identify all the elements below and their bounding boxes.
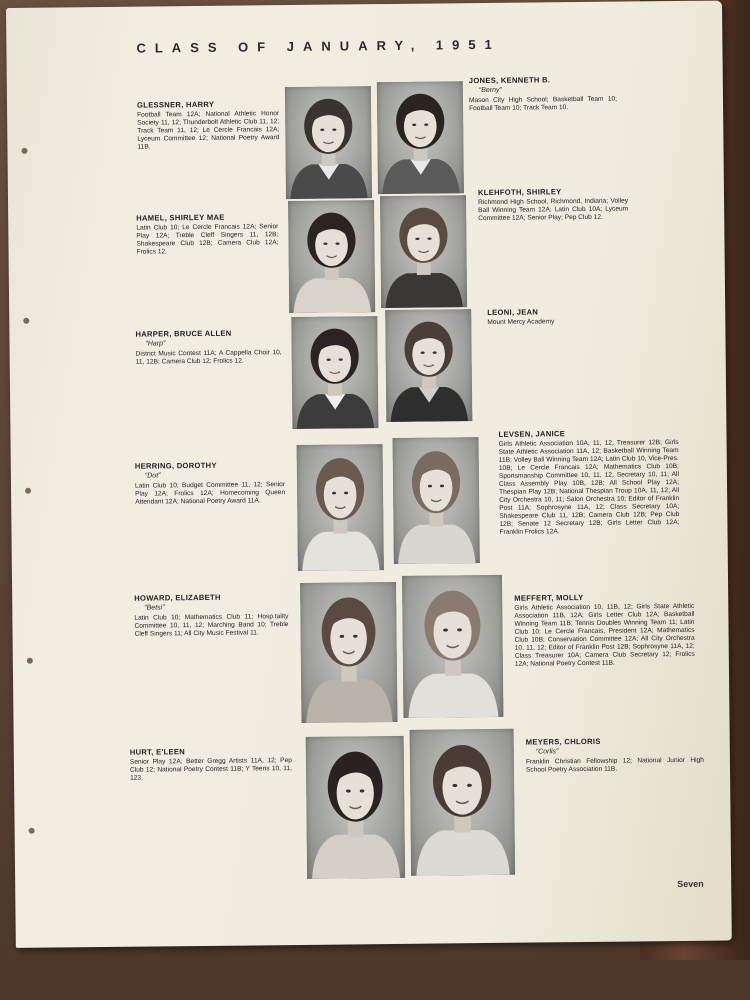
portrait-photo <box>410 729 516 876</box>
student-activities: Girls Athletic Association 10, 11B, 12; Girls State Athletic Association 11B, 12A; Girls Letter Club 12A; Basketball Winning Team 11B; Tennis Doubles Winning Team 11; Latin Club 10; Le Cercle Francais, President 12A; Mathematics Club 10B; Conservation Committee 12A; All City Orchestra 10, 11, 12; Editor of Franklin Post 12B; Sophrosyne 11A, 12; Class Treasurer 10A; Camera Club Secretary 12; Frolics 12A; National Poetry Contest 11B. <box>514 602 695 668</box>
student-name: HARPER, BRUCE ALLEN <box>135 328 232 339</box>
portrait-photo <box>285 86 372 199</box>
student-activities: Girls Athletic Association 10A, 11, 12, Treasurer 12B; Girls State Athletic Association 11A, 12; Basketball Winning Team 11B; Volley Ball Winning Team 12A; Latin Club 10, Vice-Pres. 10B; Le Cercle Francais 12A; Mathematics Club 10B; Sportsmanship Committee 10, 11, 12, Secretary 10, 11; All Class Assembly Play 10B, 12B; All School Play 12A; Thespian Play 12B; National Thespian Troup 10A, 11, 12; All City Orchestra 10, 11; Salon Orchestra 10; Editor of Franklin Post 11A; Sophrosyne 11A, 12; Class Secretary 10A; Shakespeare Club 11, 12B; Camera Club 12B; Pep Club 12B; Senate 12 Secretary 12B; Girls Letter Club 12A; Franklin Frolics 12A. <box>498 438 680 536</box>
student-activities: Latin Club 10; Budget Committee 11, 12; Senior Play 12A; Frolics 12A; Homecoming Queen Attendant 12A; National Poetry Award 11A. <box>134 481 286 506</box>
binding-hole <box>21 148 27 154</box>
student-nickname: “Harp” <box>145 340 166 348</box>
student-entry <box>136 213 278 256</box>
student-name: KLEHFOTH, SHIRLEY <box>477 187 562 198</box>
portrait-photo <box>380 195 467 308</box>
student-activities: Franklin Christian Fellowship 12; National Junior High School Poetry Association 11B. <box>525 756 704 774</box>
portrait-silhouette <box>300 582 397 723</box>
student-name: MEYERS, CHLORIS <box>525 736 601 747</box>
portrait-photo <box>288 200 375 313</box>
portrait-photo <box>291 316 378 429</box>
student-name: HAMEL, SHIRLEY MAE <box>136 212 225 223</box>
student-nickname: “Betsi” <box>144 604 165 612</box>
student-name: HERRING, DOROTHY <box>134 460 217 471</box>
portrait-silhouette <box>288 200 375 313</box>
student-entry <box>137 100 280 151</box>
portrait-silhouette <box>377 81 464 194</box>
portrait-photo <box>297 444 384 571</box>
student-name: JONES, KENNETH B. <box>468 75 551 86</box>
portrait-silhouette <box>380 195 467 308</box>
student-entry <box>498 429 679 537</box>
student-activities: Latin Club 10; Mathematics Club 11; Hosp.tality Committee 10, 11, 12; Marching Band 10; Treble Cleff Singers 11; All City Music Festival 11. <box>134 613 289 638</box>
student-entry <box>478 187 628 223</box>
student-name: HURT, E'LEEN <box>129 747 186 757</box>
student-entry <box>135 329 281 367</box>
student-entry <box>487 307 637 327</box>
portrait-photo <box>306 736 405 879</box>
portrait-photo <box>385 309 472 422</box>
student-name: HOWARD, ELIZABETH <box>134 592 221 603</box>
student-entry <box>514 593 695 669</box>
portrait-silhouette <box>285 86 372 199</box>
portrait-photo <box>393 437 480 564</box>
portrait-photo <box>402 575 503 718</box>
student-activities: Mason City High School; Basketball Team 10; Football Team 10; Track Team 10. <box>468 95 618 113</box>
student-activities: District Music Contest 11A; A Cappella Choir 10, 11, 12B; Camera Club 12; Frolics 12. <box>135 349 282 366</box>
student-name: LEONI, JEAN <box>487 307 539 317</box>
student-entry <box>135 461 285 507</box>
student-nickname: “Berny” <box>478 86 502 95</box>
student-activities: Senior Play 12A; Better Gregg Artists 11A, 12; Pep Club 12; National Poetry Contest 11B; Y Teens 10, 11, 123. <box>129 757 293 782</box>
student-entry <box>469 76 617 114</box>
portrait-silhouette <box>385 309 472 422</box>
page-title: CLASS OF JANUARY, 1951 <box>136 36 501 56</box>
student-entry <box>526 737 704 775</box>
yearbook-page <box>6 1 732 948</box>
portrait-silhouette <box>402 575 503 718</box>
portrait-silhouette <box>393 437 480 564</box>
binding-hole <box>23 318 29 324</box>
student-entry <box>134 593 288 639</box>
portrait-silhouette <box>297 444 384 571</box>
student-name: LEVSEN, JANICE <box>498 429 566 439</box>
student-nickname: “Dot” <box>144 472 161 480</box>
student-activities: Mount Mercy Academy <box>487 318 555 326</box>
student-activities: Football Team 12A; National Athletic Honor Society 11, 12; Thunderbolt Athletic Club 11, 12; Track Team 11, 12; Le Cercle Francais 12A; Lyceum Committee 12; National Poetry Award 11B. <box>137 110 280 151</box>
student-activities: Latin Club 10; Le Cercle Francais 12A; Senior Play 12A; Treble Cleff Singers 11, 12B; Shakespeare Club 12B; Camera Club 12A; Frolics 12. <box>136 223 279 256</box>
student-activities: Richmond High School, Richmond, Indiana; Volley Ball Winning Team 12A; Latin Club 10A; Lyceum Committee 12A; Senior Play; Pep Club 12. <box>478 197 629 223</box>
student-name: MEFFERT, MOLLY <box>514 592 584 603</box>
portrait-silhouette <box>306 736 405 879</box>
portrait-silhouette <box>291 316 378 429</box>
student-entry <box>130 747 292 783</box>
binding-hole <box>25 488 31 494</box>
page-number: Seven <box>677 878 704 890</box>
portrait-photo <box>300 582 397 723</box>
binding-hole <box>29 828 35 834</box>
portrait-photo <box>377 81 464 194</box>
student-nickname: “Corlis” <box>535 748 559 756</box>
binding-hole <box>27 658 33 664</box>
student-name: GLESSNER, HARRY <box>136 99 215 110</box>
portrait-silhouette <box>410 729 516 876</box>
